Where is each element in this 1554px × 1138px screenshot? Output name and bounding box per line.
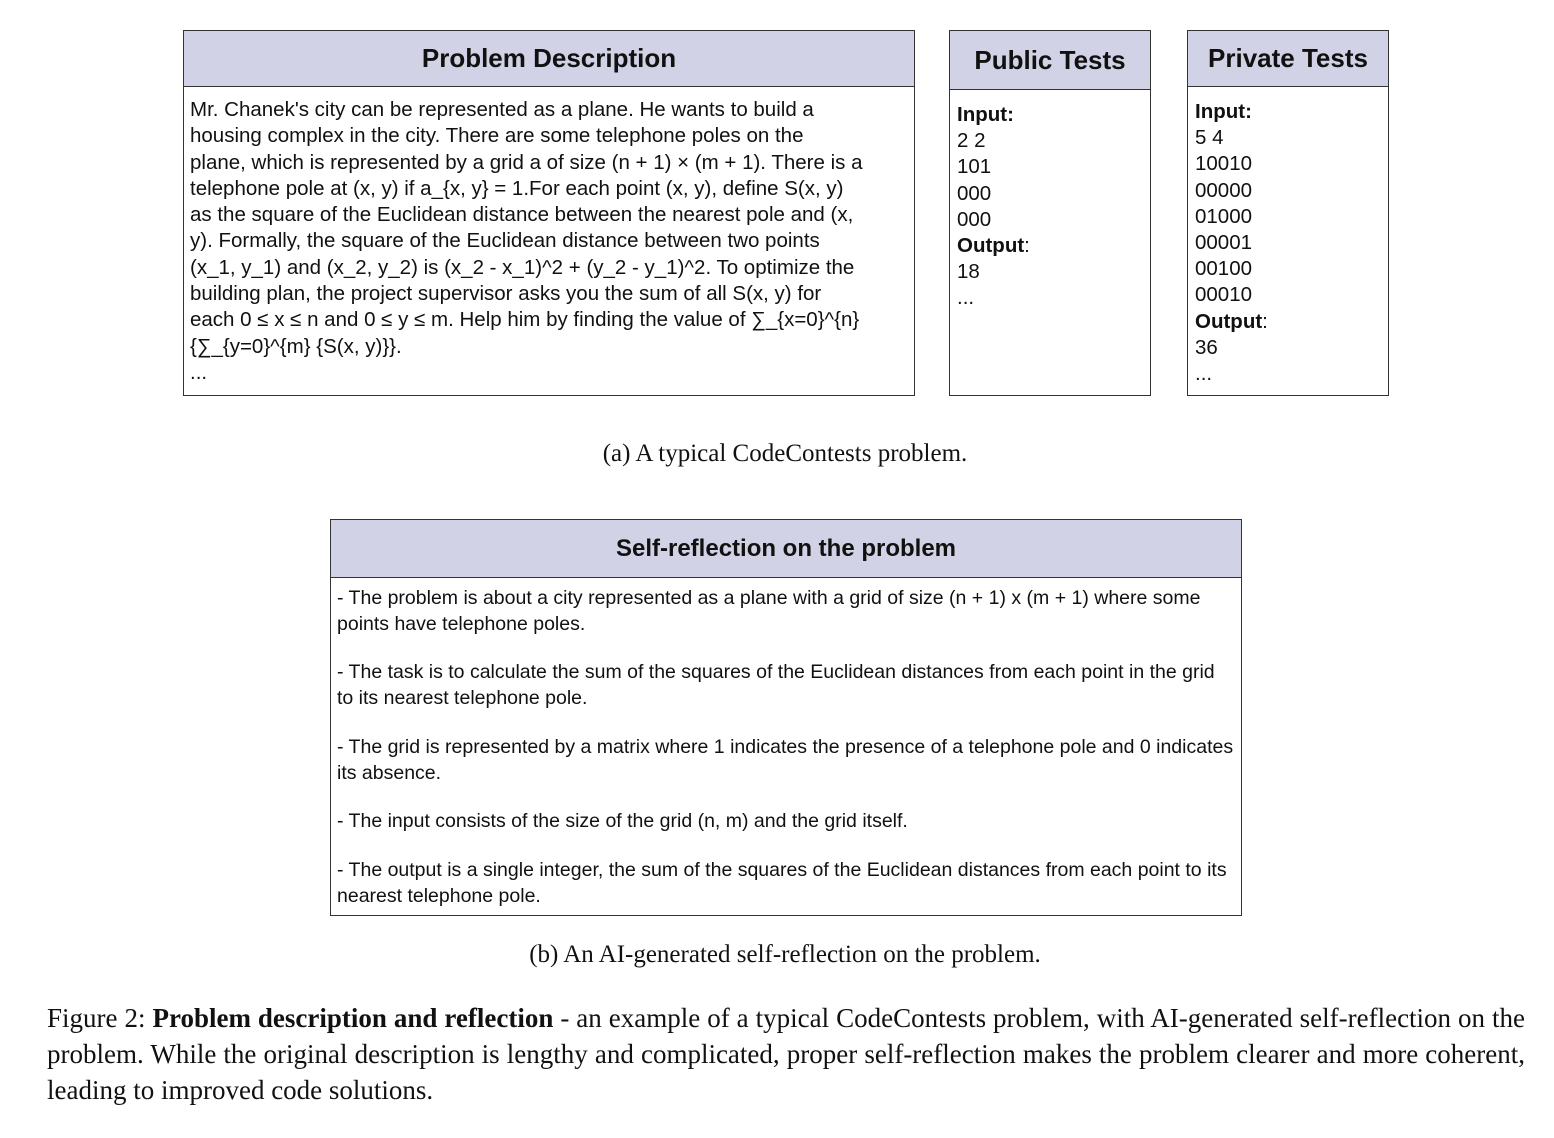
- private-output-colon: :: [1262, 309, 1268, 333]
- public-output-colon: :: [1024, 234, 1030, 258]
- public-input-values: 2 2 101 000 000: [957, 129, 992, 231]
- problem-description-panel: [183, 30, 915, 396]
- reflection-point-2: - The task is to calculate the sum of the squares of the Euclidean distances from each point in the grid to its nearest telephone pole.: [337, 661, 1215, 710]
- private-input-values: 5 4 10010 00000 01000 00001 00100 00010: [1195, 126, 1253, 307]
- problem-description-text: Mr. Chanek's city can be represented as a plane. He wants to build a housing complex in the city. There are some telephone poles on the plane, which is represented by a grid a of size (n + 1) × (m + 1). There is a telephone pole at (x, y) if a_{x, y} = 1.For each point (x, y), define S(x, y) as the square of the Euclidean distance between the nearest pole and (x, y). Formally, the square of the Euclidean distance between two points (x_1, y_1) and (x_2, y_2) is (x_2 - x_1)^2 + (y_2 - y_1)^2. To optimize the building plan, the project supervisor asks you the sum of all S(x, y) for each 0 ≤ x ≤ n and 0 ≤ y ≤ m. Help him by finding the value of ∑_{x=0}^{n} {∑_{y=0}^{m} {S(x, y)}}. ...: [190, 98, 863, 384]
- reflection-point-4: - The input consists of the size of the grid (n, m) and the grid itself.: [337, 810, 908, 833]
- self-reflection-panel: [330, 519, 1242, 916]
- private-tests-body: [1188, 87, 1388, 387]
- private-output-label: Output: [1195, 309, 1263, 333]
- reflection-point-1: - The problem is about a city represented as a plane with a grid of size (n + 1) x (m + 1) where some points have telephone poles.: [337, 587, 1201, 635]
- public-output-values: 18 ...: [957, 260, 980, 310]
- public-input-label: Input:: [957, 103, 1014, 126]
- caption-a: (a) A typical CodeContests problem.: [602, 440, 968, 467]
- reflection-point-5: - The output is a single integer, the sum of the squares of the Euclidean distances from each point to its nearest telephone pole.: [337, 858, 1227, 907]
- public-tests-header: Public Tests: [950, 31, 1150, 90]
- figure-caption-bold: Problem description and reflection: [152, 1003, 554, 1033]
- problem-description-header: Problem Description: [184, 31, 914, 87]
- reflection-point-3: - The grid is represented by a matrix where 1 indicates the presence of a telephone pole and 0 indicates its absence.: [337, 735, 1234, 784]
- public-output-label: Output: [957, 234, 1025, 258]
- private-tests-panel: [1187, 30, 1389, 396]
- figure-caption-rest: - an example of a typical CodeContests problem, with AI-generated self-reflection on the problem. While the original description is lengthy and complicated, proper self-reflection makes the problem clearer and more coherent, leading to improved code solutions.: [47, 1003, 1525, 1105]
- self-reflection-header: Self-reflection on the problem: [331, 520, 1241, 578]
- figure-caption-prefix: Figure 2:: [47, 1003, 153, 1033]
- caption-b: (b) An AI-generated self-reflection on the problem.: [529, 941, 1041, 968]
- self-reflection-body: [331, 578, 1241, 909]
- figure-caption: [47, 1000, 1525, 1108]
- private-input-label: Input:: [1195, 100, 1252, 123]
- private-output-values: 36 ...: [1195, 335, 1218, 386]
- public-tests-body: [950, 90, 1150, 312]
- private-tests-header: Private Tests: [1188, 31, 1388, 87]
- public-tests-panel: [949, 30, 1151, 396]
